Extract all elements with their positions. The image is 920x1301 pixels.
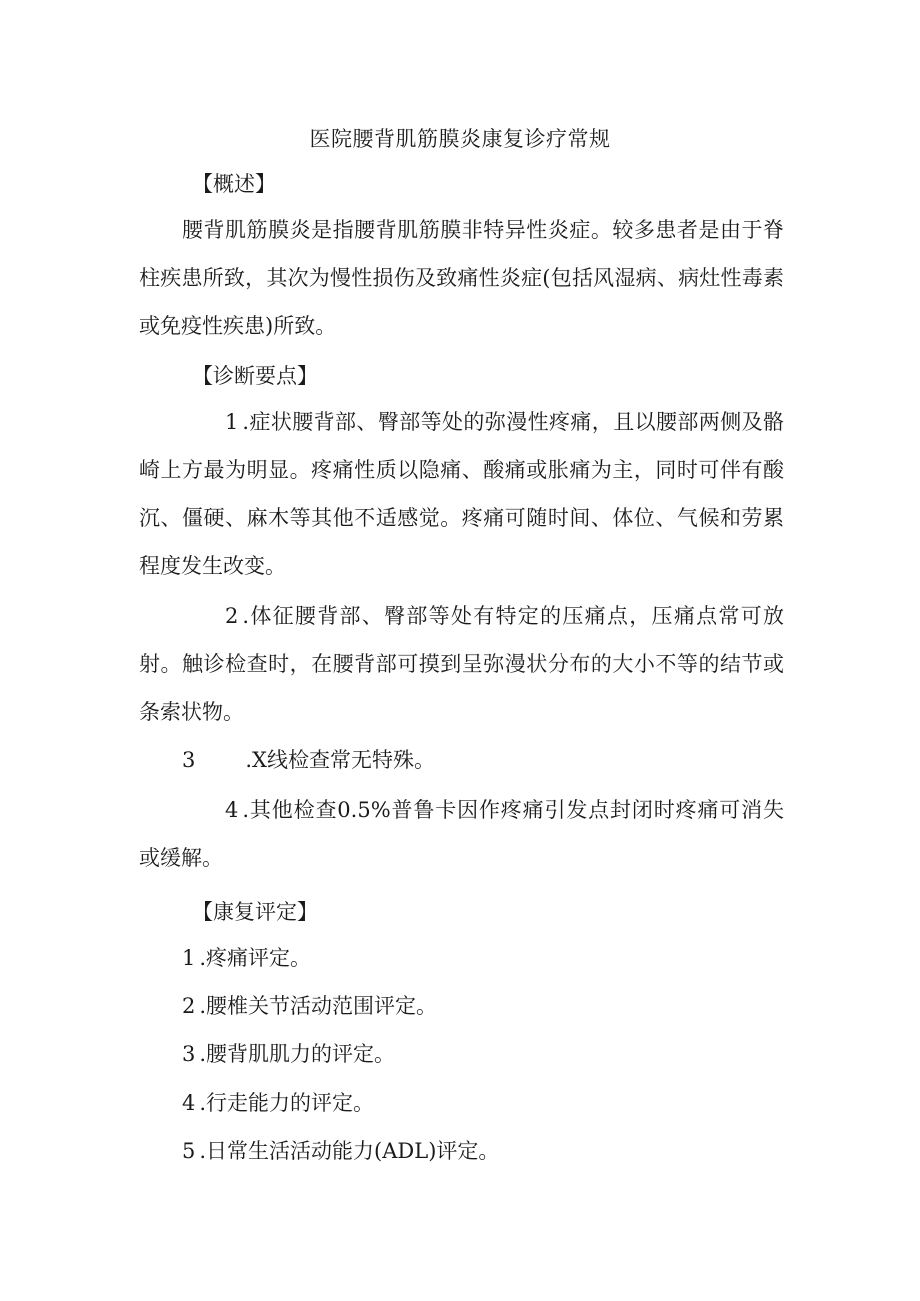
section-heading-diagnosis: 【诊断要点】 (192, 364, 318, 388)
diagnosis-item-4: 4 .其他检查0.5%普鲁卡因作疼痛引发点封闭时疼痛可消失或缓解。 (139, 798, 784, 870)
assessment-item-4: 4 .行走能力的评定。 (182, 1091, 375, 1115)
assessment-item-2: 2 .腰椎关节活动范围评定。 (182, 994, 438, 1018)
diagnosis-item-3: 3 .X线检查常无特殊。 (182, 748, 435, 772)
assessment-item-1: 1 .疼痛评定。 (182, 946, 312, 970)
overview-paragraph: 腰背肌筋膜炎是指腰背肌筋膜非特异性炎症。较多患者是由于脊柱疾患所致，其次为慢性损伤及致痛性炎症(包括风湿病、病灶性毒素或免疫性疾患)所致。 (139, 218, 784, 338)
assessment-item-5: 5 .日常生活活动能力(ADL)评定。 (182, 1139, 500, 1163)
diagnosis-item-2: 2 .体征腰背部、臀部等处有特定的压痛点，压痛点常可放射。触诊检查时，在腰背部可摸到呈弥漫状分布的大小不等的结节或条索状物。 (139, 604, 784, 724)
section-heading-assessment: 【康复评定】 (192, 900, 318, 924)
document-title: 医院腰背肌筋膜炎康复诊疗常规 (309, 127, 611, 151)
assessment-item-3: 3 .腰背肌肌力的评定。 (182, 1042, 396, 1066)
section-heading-overview: 【概述】 (192, 172, 276, 196)
diagnosis-item-1: 1 .症状腰背部、臀部等处的弥漫性疼痛，且以腰部两侧及骼崎上方最为明显。疼痛性质以隐痛、酸痛或胀痛为主，同时可伴有酸沉、僵硬、麻木等其他不适感觉。疼痛可随时间、体位、气候和劳累程度发生改变。 (139, 410, 784, 578)
